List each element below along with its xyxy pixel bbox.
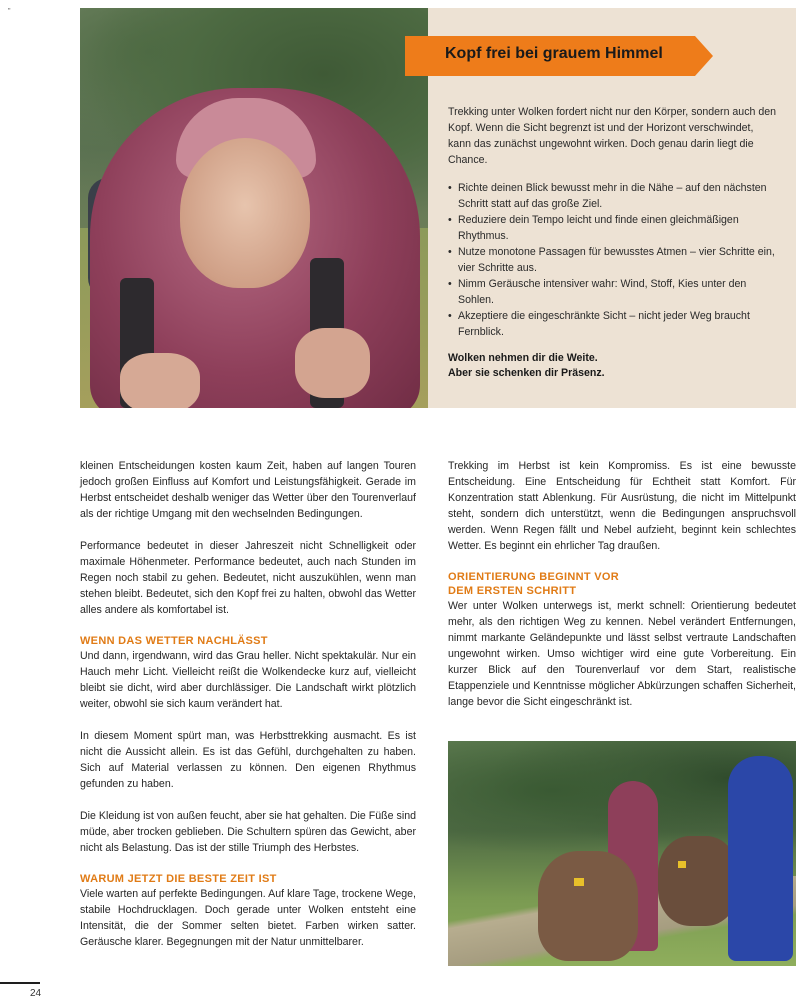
sidebar-closing — [448, 351, 768, 381]
paragraph: In diesem Moment spürt man, was Herbsttrekking ausmacht. Es ist nicht die Aussicht allein. Es ist das Gefühl, durchgehalten zu haben. Sich auf Material verlassen zu können. Den eigenen Rhythmus gefunden zu haben. — [80, 730, 416, 790]
list-item: • Reduziere dein Tempo leicht und finde einen gleichmäßigen Rhythmus. — [448, 212, 778, 244]
paragraph: Viele warten auf perfekte Bedingungen. Auf klare Tage, trockene Wege, stabile Hochdrucklagen. Doch gerade unter Wolken entsteht eine Intensität, die der Sommer selten bietet. Farben wirken satter. Geräusche klarer. Begegnungen mit der Natur unmittelbarer. — [80, 888, 416, 948]
heading-line-2: DEM ERSTEN SCHRITT — [448, 585, 577, 597]
sidebar-tips-list — [448, 180, 778, 340]
paragraph: kleinen Entscheidungen kosten kaum Zeit, haben auf langen Touren jedoch großen Einfluss auf Komfort und Leistungsfähigkeit. Gerade im Herbst entscheidet deshalb weniger das Wetter über den Tourenverlauf als der richtige Umgang mit den wechselnden Bedingungen. — [80, 460, 416, 520]
paragraph: Die Kleidung ist von außen feucht, aber sie hat gehalten. Die Füße sind müde, aber trocken geblieben. Die Schultern spüren das Gewicht, aber nicht als Belastung. Das ist der stille Triumph des Herbstes. — [80, 810, 416, 854]
closing-line-1: Wolken nehmen dir die Weite. — [448, 352, 598, 364]
sidebar-intro: Trekking unter Wolken fordert nicht nur den Körper, sondern auch den Kopf. Wenn die Sicht begrenzt ist und der Horizont verschwindet, kann das zunächst ungewohnt wirken. Doch genau darin liegt die Chance. — [448, 106, 777, 166]
footer-rule — [0, 982, 40, 984]
hero-photo-hiker-in-rain — [80, 8, 428, 408]
sidebar-title: Kopf frei bei grauem Himmel — [445, 45, 663, 62]
section-heading: WARUM JETZT DIE BESTE ZEIT IST — [80, 873, 277, 885]
section-heading: WENN DAS WETTER NACHLÄSST — [80, 635, 268, 647]
list-item: • Nimm Geräusche intensiver wahr: Wind, Stoff, Kies unter den Sohlen. — [448, 276, 778, 308]
list-item: • Richte deinen Blick bewusst mehr in die Nähe – auf den nächsten Schritt statt auf das große Ziel. — [448, 180, 778, 212]
left-text-column — [80, 458, 416, 966]
closing-line-2: Aber sie schenken dir Präsenz. — [448, 367, 605, 379]
section-heading — [448, 570, 796, 598]
sidebar-title-banner — [405, 36, 713, 76]
heading-line-1: ORIENTIERUNG BEGINNT VOR — [448, 571, 619, 583]
paragraph: Trekking im Herbst ist kein Kompromiss. Es ist eine bewusste Entscheidung. Eine Entscheidung für Echtheit statt Komfort. Für Konzentration statt Ablenkung. Für Ausrüstung, die nicht im Mittelpunkt steht, sondern dich unterstützt, wenn die Bedingungen anspruchsvoll werden. Wenn Regen fällt und Nebel aufzieht, beginnt kein schlechtes Wetter. Es beginnt ein ehrlicher Tag draußen. — [448, 460, 796, 552]
paragraph: Wer unter Wolken unterwegs ist, merkt schnell: Orientierung bedeutet mehr, als den richtigen Weg zu kennen. Nebel verändert Entfernungen, nimmt markante Geländepunkte und lässt selbst vertraute Landschaften ungewohnt wirken. Umso wichtiger wird eine gute Vorbereitung. Ein kurzer Blick auf den Tourenverlauf vor dem Start, realistische Etappenziele und Kenntnisse möglicher Abkürzungen schaffen Sicherheit, lange bevor die Sicht eingeschränkt ist. — [448, 600, 796, 708]
list-item: • Nutze monotone Passagen für bewusstes Atmen – vier Schritte ein, vier Schritte aus. — [448, 244, 778, 276]
right-text-column — [448, 458, 796, 726]
photo-hikers-with-cows — [448, 741, 796, 966]
paragraph: Und dann, irgendwann, wird das Grau heller. Nicht spektakulär. Nur ein Hauch mehr Licht. Vielleicht reißt die Wolkendecke kurz auf, vielleicht bleibt sie dicht, wird aber durchlässiger. Die Landschaft wirkt plötzlich weiter, obwohl sie sich kaum verändert hat. — [80, 650, 416, 710]
list-item: • Akzeptiere die eingeschränkte Sicht – nicht jeder Weg braucht Fernblick. — [448, 308, 778, 340]
paragraph: Performance bedeutet in dieser Jahreszeit nicht Schnelligkeit oder maximale Höhenmeter. Performance bedeutet, auch nach Stunden im Regen noch stabil zu gehen. Bedeutet, nicht auszukühlen, wenn man stehen bleibt. Bedeutet, sich den Kopf frei zu halten, obwohl das Wetter alles andere als komfortabel ist. — [80, 540, 416, 616]
page-number: 24 — [30, 988, 42, 999]
corner-mark: " — [8, 8, 11, 15]
